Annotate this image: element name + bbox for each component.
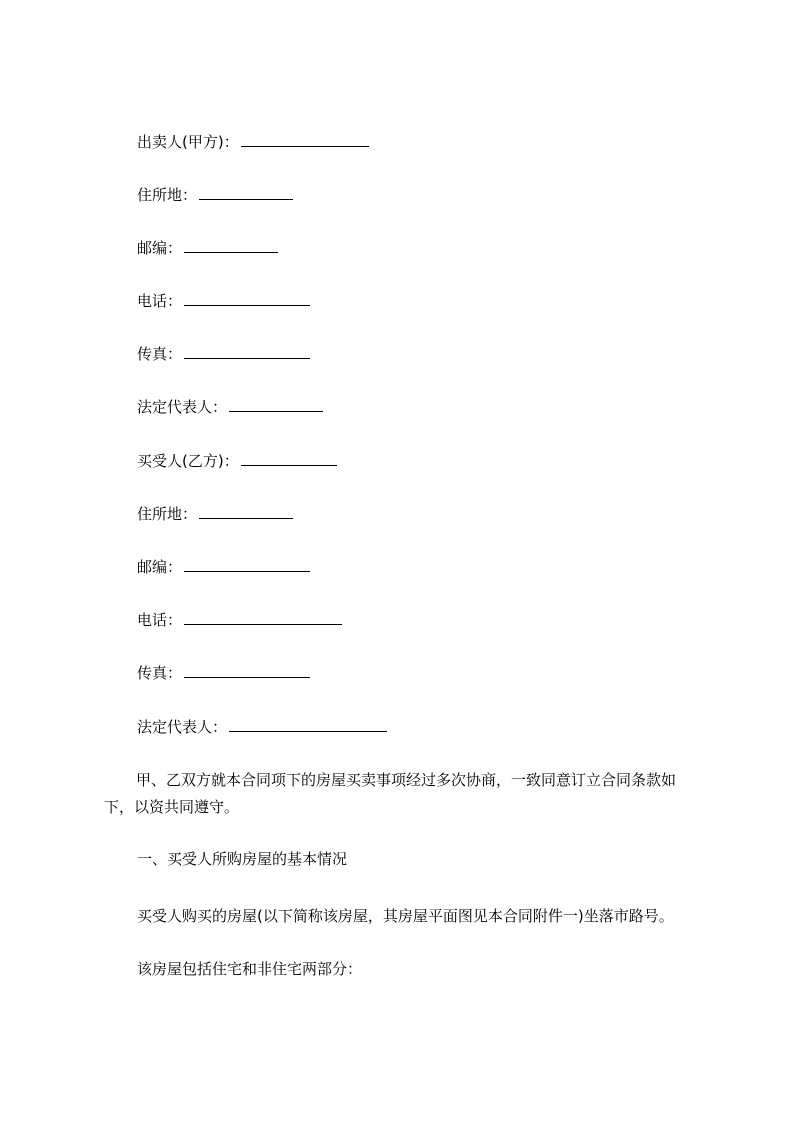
- section-1-paragraph-1: 买受人购买的房屋(以下简称该房屋，其房屋平面图见本合同附件一)坐落市路号。: [137, 907, 674, 925]
- buyer-fax-line: [137, 664, 310, 682]
- buyer-postcode-label: 邮编：: [137, 558, 183, 576]
- seller-name-field[interactable]: [241, 133, 369, 147]
- seller-fax-label: 传真：: [137, 345, 183, 363]
- buyer-postcode-line: [137, 558, 310, 576]
- buyer-address-label: 住所地：: [137, 505, 198, 523]
- seller-legal-rep-field[interactable]: [229, 398, 323, 412]
- buyer-fax-label: 传真：: [137, 664, 183, 682]
- buyer-phone-line: [137, 611, 342, 629]
- section-1-paragraph-2: 该房屋包括住宅和非住宅两部分：: [137, 960, 363, 978]
- seller-label: 出卖人(甲方)：: [137, 133, 239, 151]
- seller-fax-line: [137, 345, 310, 363]
- seller-phone-line: [137, 292, 310, 310]
- buyer-legal-rep-field[interactable]: [229, 718, 387, 732]
- buyer-legal-rep-label: 法定代表人：: [137, 718, 228, 736]
- seller-address-label: 住所地：: [137, 186, 198, 204]
- buyer-phone-label: 电话：: [137, 611, 183, 629]
- buyer-postcode-field[interactable]: [184, 558, 310, 572]
- buyer-address-line: [137, 505, 293, 523]
- seller-line: [137, 133, 369, 151]
- buyer-address-field[interactable]: [199, 505, 293, 519]
- buyer-name-field[interactable]: [241, 452, 337, 466]
- buyer-line: [137, 452, 337, 470]
- seller-phone-field[interactable]: [184, 292, 310, 306]
- buyer-legal-rep-line: [137, 718, 387, 736]
- intro-paragraph: 甲、乙双方就本合同项下的房屋买卖事项经过多次协商，一致同意订立合同条款如下，以资共同遵守。: [104, 771, 677, 816]
- section-1-heading: 一、买受人所购房屋的基本情况: [137, 850, 348, 868]
- seller-postcode-line: [137, 239, 278, 257]
- seller-postcode-label: 邮编：: [137, 239, 183, 257]
- seller-legal-rep-line: [137, 398, 323, 416]
- seller-fax-field[interactable]: [184, 345, 310, 359]
- seller-legal-rep-label: 法定代表人：: [137, 398, 228, 416]
- seller-address-line: [137, 186, 293, 204]
- seller-postcode-field[interactable]: [184, 239, 278, 253]
- buyer-phone-field[interactable]: [184, 611, 342, 625]
- buyer-fax-field[interactable]: [184, 664, 310, 678]
- buyer-label: 买受人(乙方)：: [137, 452, 239, 470]
- seller-address-field[interactable]: [199, 186, 293, 200]
- seller-phone-label: 电话：: [137, 292, 183, 310]
